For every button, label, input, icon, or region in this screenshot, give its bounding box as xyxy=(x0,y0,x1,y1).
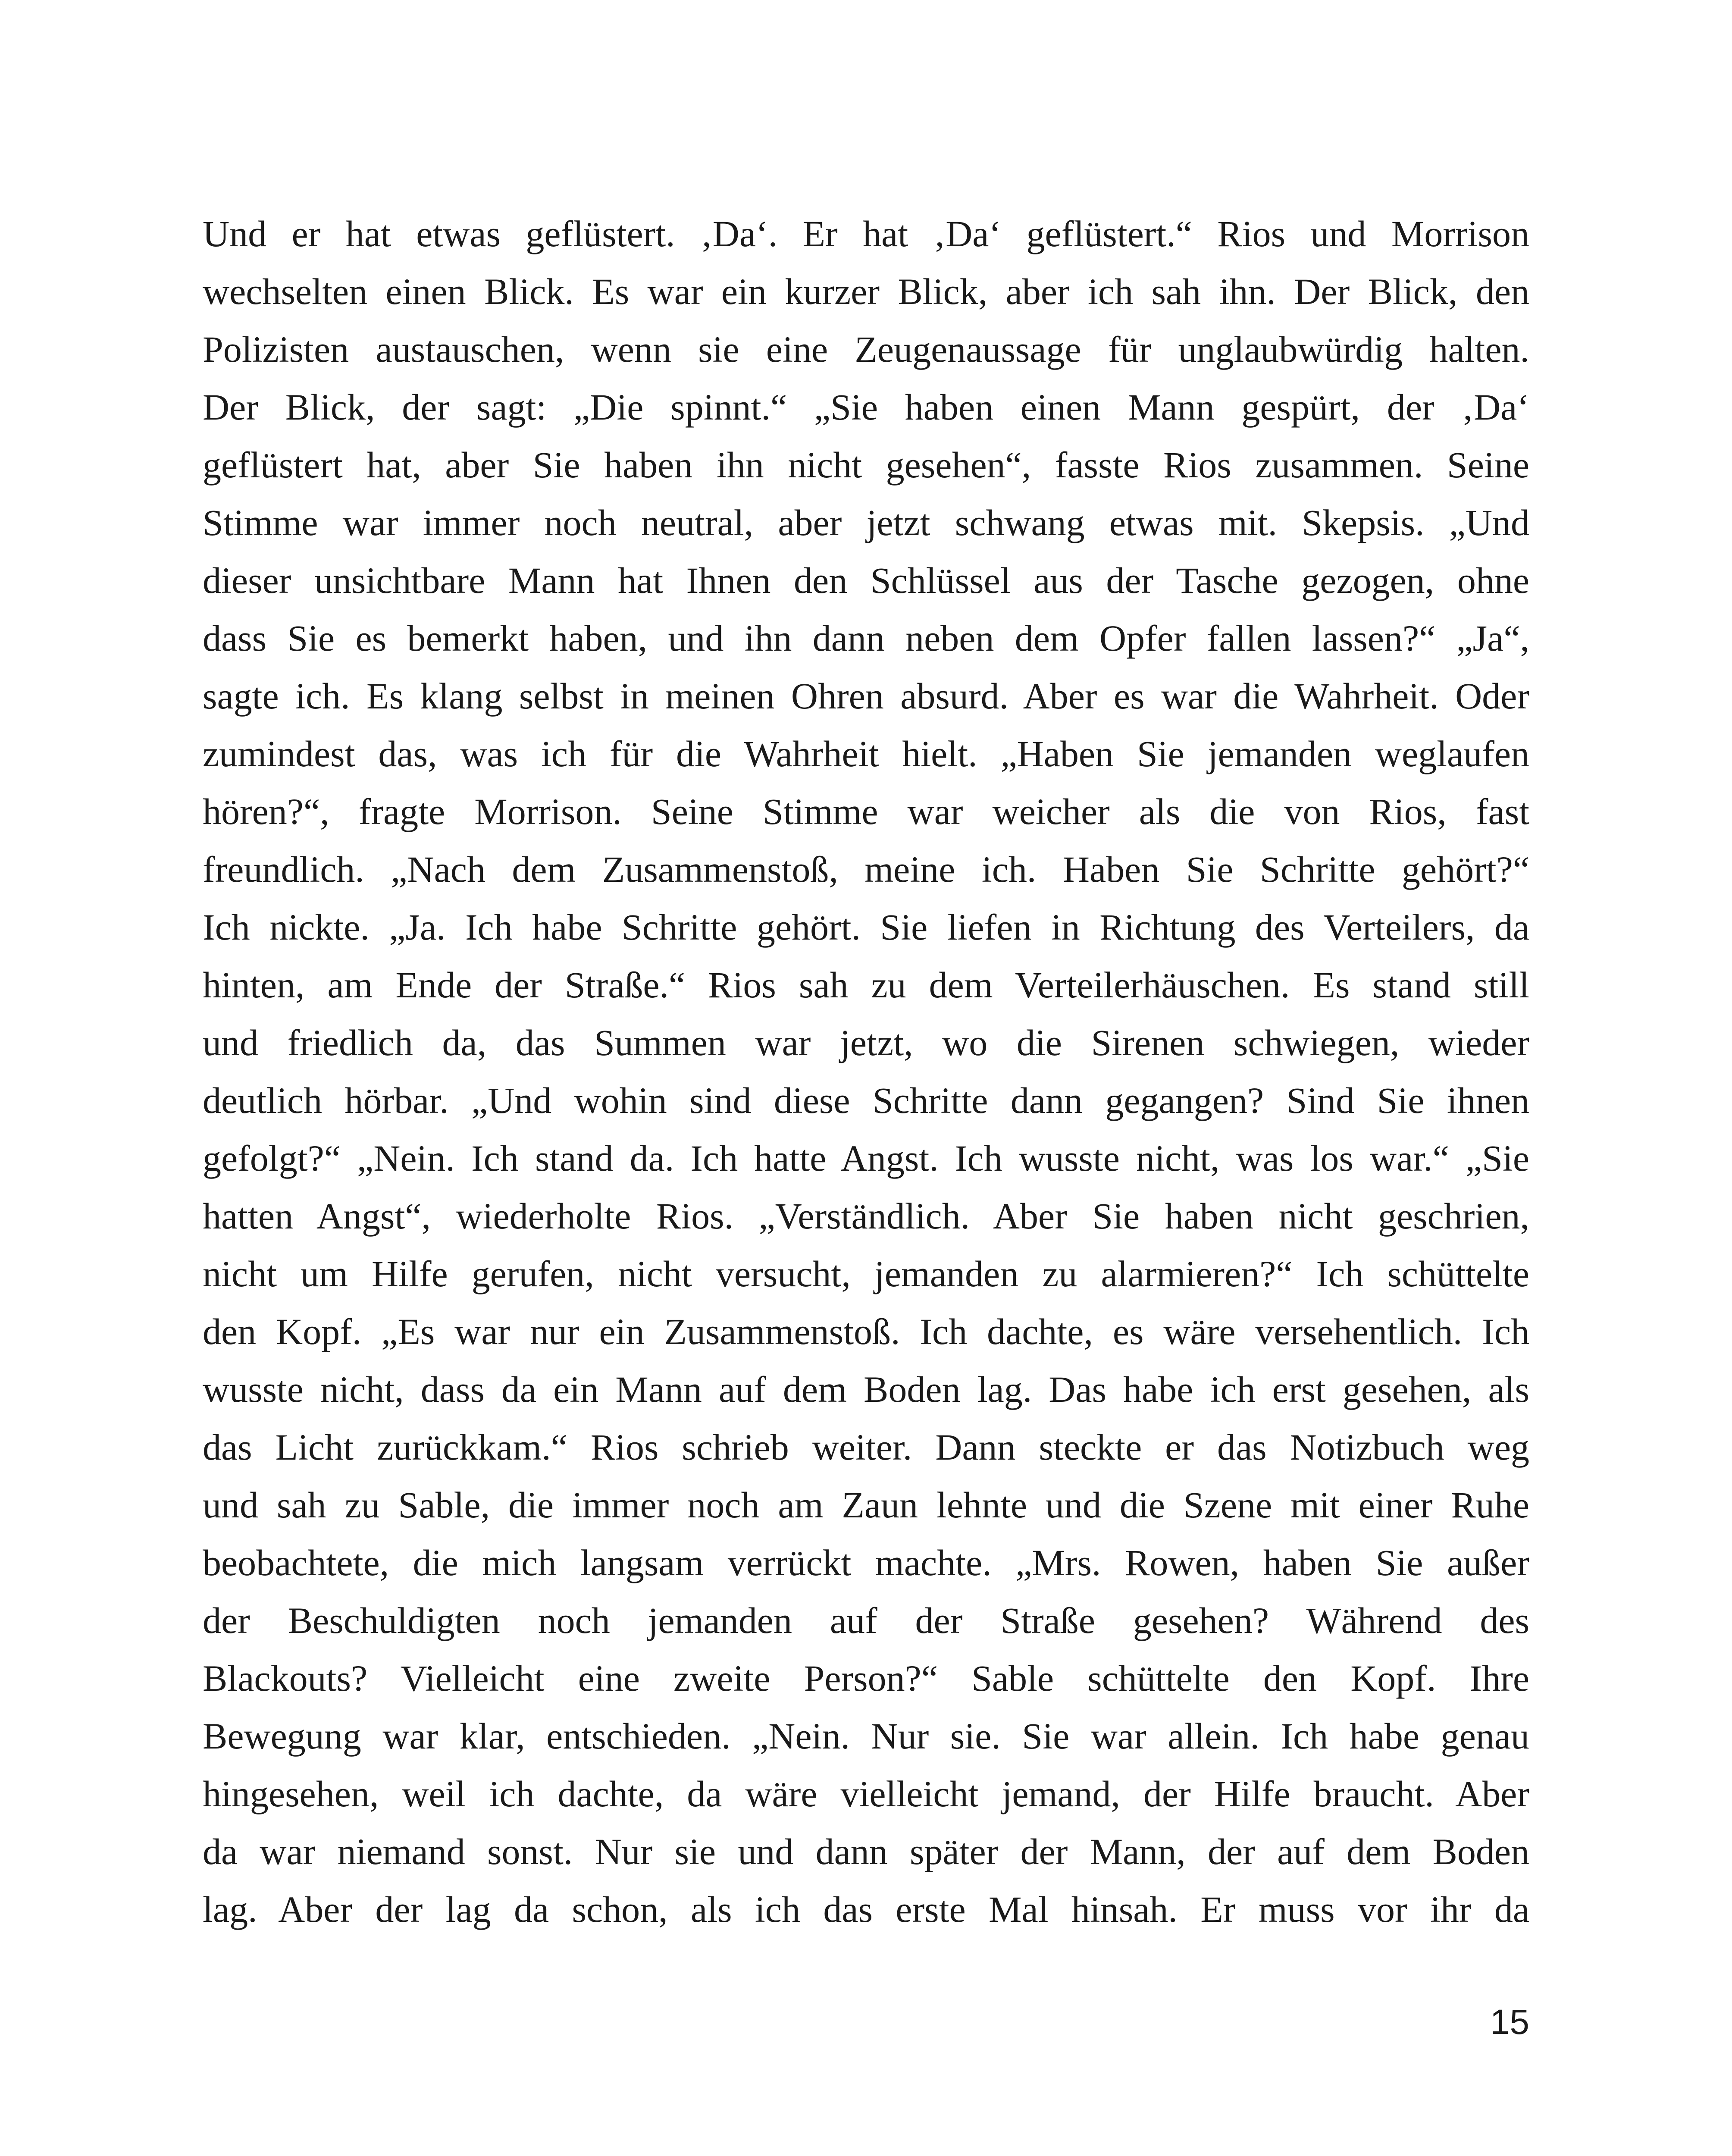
text-line: dieser unsichtbare Mann hat Ihnen den Schlüssel aus der Tasche gezogen, ohne xyxy=(203,560,1529,601)
text-line: der Beschuldigten noch jemanden auf der Straße gesehen? Während des xyxy=(203,1600,1529,1641)
text-line: und friedlich da, das Summen war jetzt, wo die Sirenen schwiegen, wieder xyxy=(203,1022,1529,1063)
text-line: hinten, am Ende der Straße.“ Rios sah zu dem Verteilerhäuschen. Es stand still xyxy=(203,964,1529,1006)
text-line: Der Blick, der sagt: „Die spinnt.“ „Sie haben einen Mann gespürt, der ‚Da‘ xyxy=(203,386,1529,428)
text-line: gefolgt?“ „Nein. Ich stand da. Ich hatte Angst. Ich wusste nicht, was los war.“ „Sie xyxy=(203,1138,1529,1179)
text-line: das Licht zurückkam.“ Rios schrieb weiter. Dann steckte er das Notizbuch weg xyxy=(203,1426,1529,1468)
body-text xyxy=(203,205,1529,1938)
text-line: deutlich hörbar. „Und wohin sind diese Schritte dann gegangen? Sind Sie ihnen xyxy=(203,1080,1529,1121)
text-line: beobachtete, die mich langsam verrückt machte. „Mrs. Rowen, haben Sie außer xyxy=(203,1542,1529,1583)
page-number: 15 xyxy=(1490,2002,1529,2042)
text-line: Stimme war immer noch neutral, aber jetzt schwang etwas mit. Skepsis. „Und xyxy=(203,502,1529,543)
text-line: hingesehen, weil ich dachte, da wäre vielleicht jemand, der Hilfe braucht. Aber xyxy=(203,1773,1529,1814)
text-line: und sah zu Sable, die immer noch am Zaun lehnte und die Szene mit einer Ruhe xyxy=(203,1484,1529,1526)
text-line: dass Sie es bemerkt haben, und ihn dann neben dem Opfer fallen lassen?“ „Ja“, xyxy=(203,617,1529,659)
text-line: den Kopf. „Es war nur ein Zusammenstoß. Ich dachte, es wäre versehentlich. Ich xyxy=(203,1311,1529,1352)
text-line: wusste nicht, dass da ein Mann auf dem Boden lag. Das habe ich erst gesehen, als xyxy=(203,1369,1529,1410)
text-line: Ich nickte. „Ja. Ich habe Schritte gehört. Sie liefen in Richtung des Verteilers, da xyxy=(203,906,1529,948)
text-line: freundlich. „Nach dem Zusammenstoß, meine ich. Haben Sie Schritte gehört?“ xyxy=(203,849,1529,890)
text-line: lag. Aber der lag da schon, als ich das erste Mal hinsah. Er muss vor ihr da xyxy=(203,1889,1529,1930)
text-line: hatten Angst“, wiederholte Rios. „Verständlich. Aber Sie haben nicht geschrien, xyxy=(203,1195,1529,1237)
text-line: Bewegung war klar, entschieden. „Nein. Nur sie. Sie war allein. Ich habe genau xyxy=(203,1715,1529,1757)
text-line: Blackouts? Vielleicht eine zweite Person?“ Sable schüttelte den Kopf. Ihre xyxy=(203,1658,1529,1699)
text-line: nicht um Hilfe gerufen, nicht versucht, jemanden zu alarmieren?“ Ich schüttelte xyxy=(203,1253,1529,1294)
text-line: hören?“, fragte Morrison. Seine Stimme war weicher als die von Rios, fast xyxy=(203,791,1529,832)
text-line: zumindest das, was ich für die Wahrheit hielt. „Haben Sie jemanden weglaufen xyxy=(203,733,1529,774)
text-line: wechselten einen Blick. Es war ein kurzer Blick, aber ich sah ihn. Der Blick, den xyxy=(203,271,1529,312)
text-line: geflüstert hat, aber Sie haben ihn nicht gesehen“, fasste Rios zusammen. Seine xyxy=(203,444,1529,486)
text-line: Und er hat etwas geflüstert. ‚Da‘. Er hat ‚Da‘ geflüstert.“ Rios und Morrison xyxy=(203,213,1529,254)
text-line: sagte ich. Es klang selbst in meinen Ohren absurd. Aber es war die Wahrheit. Oder xyxy=(203,675,1529,717)
text-line: Polizisten austauschen, wenn sie eine Zeugenaussage für unglaubwürdig halten. xyxy=(203,329,1529,370)
text-line: da war niemand sonst. Nur sie und dann später der Mann, der auf dem Boden xyxy=(203,1831,1529,1872)
